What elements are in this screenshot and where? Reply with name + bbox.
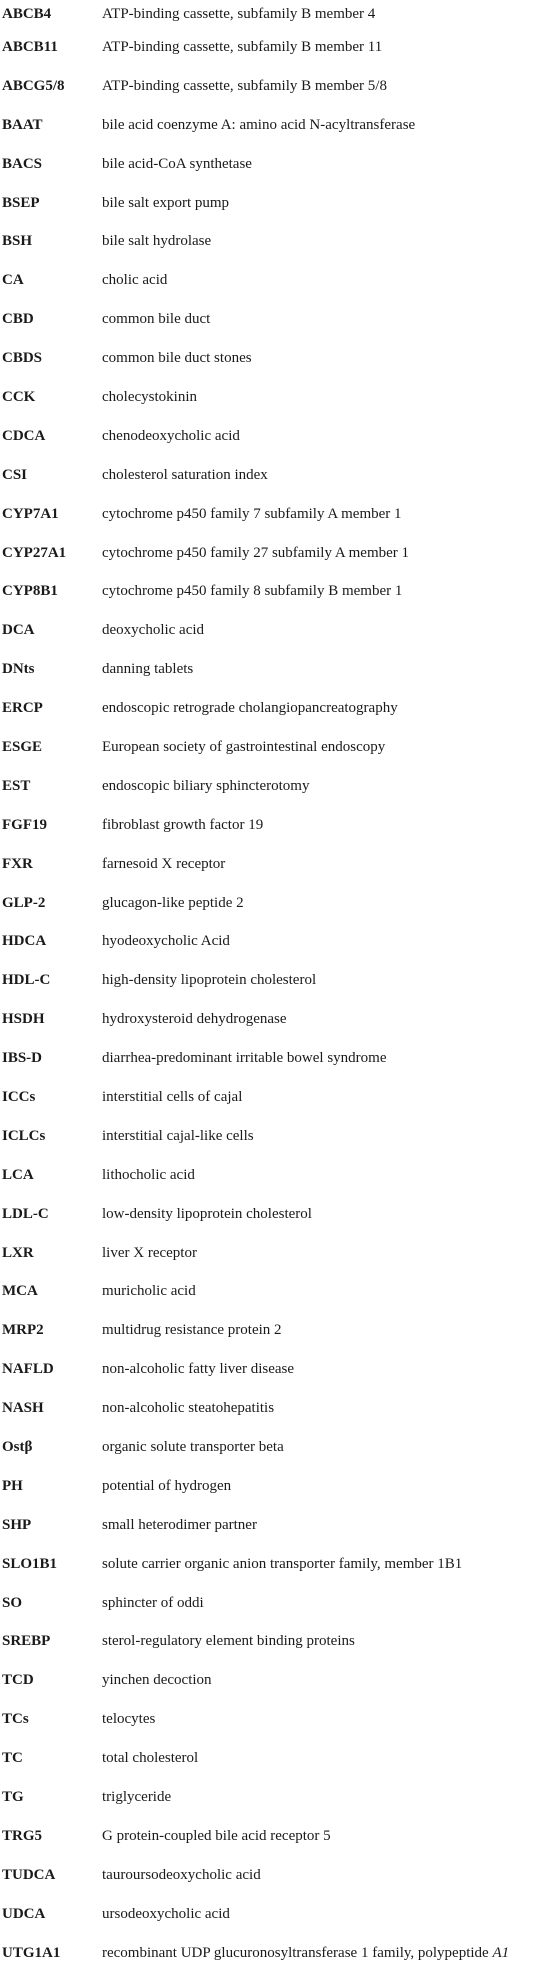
abbreviation-term: ERCP [2,700,43,717]
abbreviation-row [0,1311,558,1350]
abbreviation-definition-text: ATP-binding cassette, subfamily B member 4 [102,5,376,22]
abbreviation-definition [102,1206,558,1223]
abbreviation-term: ABCB4 [2,5,52,22]
abbreviation-definition-text: hydroxysteroid dehydrogenase [102,1011,287,1028]
abbreviation-definition-text: cholesterol saturation index [102,466,268,483]
abbreviation-row [0,650,558,689]
abbreviation-definition [102,233,558,250]
abbreviation-row [0,1039,558,1078]
abbreviation-definition [102,1906,558,1923]
abbreviation-term: LXR [2,1244,34,1261]
abbreviation-row [0,1428,558,1467]
abbreviation-definition-text: ATP-binding cassette, subfamily B member 5/8 [102,77,387,94]
abbreviation-definition-text: bile salt hydrolase [102,233,212,250]
abbreviation-term: DCA [2,622,35,639]
abbreviation-row [0,845,558,884]
abbreviation-definition-text: potential of hydrogen [102,1477,232,1494]
abbreviation-definition [102,661,558,678]
abbreviation-definition [102,311,558,328]
abbreviation-row [0,1350,558,1389]
abbreviation-row [0,767,558,806]
abbreviation-definition [102,467,558,484]
abbreviation-definition-text: telocytes [102,1711,156,1728]
abbreviation-row [0,1584,558,1623]
abbreviation-row [0,67,558,106]
abbreviation-term: ICLCs [2,1127,46,1144]
abbreviation-term: CSI [2,466,28,483]
abbreviation-row [0,1661,558,1700]
abbreviation-term: Ostβ [2,1439,33,1455]
abbreviation-term: IBS-D [2,1050,43,1067]
abbreviation-term: SHP [2,1516,32,1533]
abbreviation-definition-text: diarrhea-predominant irritable bowel syndrome [102,1050,387,1067]
abbreviation-row [0,1739,558,1778]
abbreviation-definition [102,1439,558,1456]
abbreviation-term: CCK [2,388,36,405]
abbreviation-definition-text: G protein-coupled bile acid receptor 5 [102,1827,331,1844]
abbreviation-row [0,1895,558,1934]
abbreviation-definition [102,389,558,406]
abbreviation-row [0,495,558,534]
abbreviation-definition [102,1283,558,1300]
abbreviation-definition [102,739,558,756]
abbreviation-term: FXR [2,855,33,872]
abbreviation-term: HDL-C [2,972,51,989]
abbreviation-row [0,1078,558,1117]
abbreviation-definition-text: interstitial cajal-like cells [102,1127,254,1144]
abbreviation-term: HSDH [2,1011,45,1028]
abbreviation-definition-text: ATP-binding cassette, subfamily B member 11 [102,38,383,55]
abbreviation-definition-text: muricholic acid [102,1283,196,1300]
abbreviation-row [0,184,558,223]
abbreviation-definition-text: tauroursodeoxycholic acid [102,1866,261,1883]
abbreviation-term: BACS [2,155,43,172]
abbreviation-definition-text: lithocholic acid [102,1166,195,1183]
abbreviation-term: TUDCA [2,1866,56,1883]
abbreviation-definition [102,1595,558,1612]
abbreviation-term: CYP8B1 [2,583,58,600]
abbreviation-term: PH [2,1477,23,1494]
abbreviation-term: CBD [2,311,34,328]
abbreviation-term: CYP7A1 [2,505,59,522]
abbreviation-definition [102,700,558,717]
abbreviation-definition-text: cytochrome p450 family 8 subfamily B member 1 [102,583,403,600]
abbreviation-definition-text: common bile duct stones [102,350,252,367]
abbreviation-term: CBDS [2,350,43,367]
abbreviation-definition-text: total cholesterol [102,1750,199,1767]
abbreviation-definition-text: bile salt export pump [102,194,230,211]
abbreviation-row [0,1545,558,1584]
abbreviation-definition [102,272,558,289]
abbreviation-term: EST [2,777,31,794]
abbreviation-definition [102,1711,558,1728]
abbreviation-definition-text: farnesoid X receptor [102,855,226,872]
abbreviation-definition [102,583,558,600]
abbreviation-definition-text: cytochrome p450 family 27 subfamily A member 1 [102,544,410,561]
abbreviation-definition [102,1633,558,1650]
abbreviation-row [0,222,558,261]
abbreviation-row [0,1778,558,1817]
abbreviation-term: ESGE [2,738,43,755]
abbreviation-definition-text: organic solute transporter beta [102,1439,284,1455]
abbreviation-row [0,1623,558,1662]
abbreviation-definition-text: non-alcoholic steatohepatitis [102,1400,275,1417]
abbreviation-definition [102,1945,558,1962]
abbreviation-term: SLO1B1 [2,1555,58,1572]
abbreviation-term: BSEP [2,194,40,211]
abbreviation-row [0,1156,558,1195]
abbreviation-term: NASH [2,1400,44,1417]
abbreviation-definition [102,1089,558,1106]
abbreviation-row [0,922,558,961]
abbreviation-definition-text: hyodeoxycholic Acid [102,933,230,950]
abbreviation-definition [102,156,558,173]
abbreviation-definition [102,1517,558,1534]
abbreviation-row [0,884,558,923]
abbreviation-row [0,1273,558,1312]
abbreviation-term: MCA [2,1283,38,1300]
abbreviation-definition [102,117,558,134]
abbreviation-row [0,0,558,28]
abbreviation-definition [102,545,558,562]
abbreviation-definition-text: ursodeoxycholic acid [102,1905,230,1922]
abbreviation-definition [102,6,558,23]
abbreviation-definition [102,506,558,523]
abbreviation-row [0,1195,558,1234]
abbreviation-definition [102,856,558,873]
abbreviation-term: BSH [2,233,33,250]
abbreviation-definition-text: fibroblast growth factor 19 [102,816,264,833]
abbreviation-row [0,417,558,456]
abbreviation-row [0,1000,558,1039]
abbreviation-definition-text: sphincter of oddi [102,1594,204,1611]
abbreviation-definition [102,1361,558,1378]
abbreviation-definition-text: triglyceride [102,1789,172,1806]
abbreviation-term: HDCA [2,933,47,950]
abbreviation-row [0,611,558,650]
abbreviation-definition [102,1828,558,1845]
abbreviation-definition [102,1050,558,1067]
abbreviation-row [0,339,558,378]
abbreviation-row [0,145,558,184]
abbreviation-definition [102,1400,558,1417]
abbreviation-term: SO [2,1594,23,1611]
abbreviation-definition [102,1167,558,1184]
abbreviation-term: TG [2,1789,24,1806]
abbreviation-row [0,728,558,767]
abbreviation-definition [102,895,558,912]
abbreviation-term: FGF19 [2,816,47,833]
abbreviation-term: TCD [2,1672,34,1689]
abbreviation-definition-text: liver X receptor [102,1244,197,1261]
abbreviation-definition-text: yinchen decoction [102,1672,212,1689]
abbreviation-definition-text: recombinant UDP glucuronosyltransferase 1 family, polypeptide [102,1944,489,1961]
abbreviation-definition-text: low-density lipoprotein cholesterol [102,1205,312,1222]
abbreviation-definition-text: cholecystokinin [102,388,197,405]
abbreviation-definition [102,1478,558,1495]
abbreviation-term: CA [2,272,24,289]
abbreviation-definition [102,817,558,834]
abbreviation-row [0,1234,558,1273]
abbreviation-definition [102,1867,558,1884]
abbreviation-row [0,1467,558,1506]
abbreviation-definition [102,428,558,445]
abbreviation-term: CDCA [2,427,46,444]
abbreviation-definition-italic: A1 [492,1944,510,1961]
abbreviation-definition [102,1245,558,1262]
abbreviation-definition [102,78,558,95]
abbreviation-term: CYP27A1 [2,544,67,561]
abbreviation-term: TRG5 [2,1827,43,1844]
abbreviation-term: ICCs [2,1088,36,1105]
abbreviation-definition-text: common bile duct [102,311,211,328]
abbreviation-definition-text: chenodeoxycholic acid [102,427,240,444]
abbreviation-definition [102,1322,558,1339]
abbreviation-term: UTG1A1 [2,1944,61,1961]
abbreviation-definition-text: sterol-regulatory element binding proteins [102,1633,355,1650]
abbreviation-term: TCs [2,1711,29,1728]
abbreviation-definition-text: cytochrome p450 family 7 subfamily A member 1 [102,505,402,522]
abbreviation-row [0,961,558,1000]
abbreviation-row [0,1817,558,1856]
abbreviation-definition [102,778,558,795]
abbreviation-term: ABCG5/8 [2,77,65,94]
abbreviation-definition-text: non-alcoholic fatty liver disease [102,1361,295,1378]
abbreviation-row [0,300,558,339]
abbreviation-definition-text: bile acid-CoA synthetase [102,155,252,172]
abbreviation-row [0,1389,558,1428]
abbreviation-definition [102,972,558,989]
abbreviation-row [0,1700,558,1739]
abbreviation-term: BAAT [2,116,43,133]
abbreviation-definition-text: interstitial cells of cajal [102,1088,243,1105]
abbreviation-term: TC [2,1750,23,1767]
abbreviation-definition [102,39,558,56]
abbreviation-definition-text: cholic acid [102,272,168,289]
abbreviation-term: DNts [2,661,35,678]
abbreviation-definition [102,1556,558,1573]
abbreviation-definition [102,1672,558,1689]
abbreviation-definition-text: small heterodimer partner [102,1516,257,1533]
abbreviation-definition [102,933,558,950]
abbreviation-definition-text: deoxycholic acid [102,622,205,639]
abbreviation-row [0,572,558,611]
abbreviation-definition [102,1789,558,1806]
abbreviation-row [0,689,558,728]
abbreviation-definition-text: endoscopic retrograde cholangiopancreatography [102,700,398,717]
abbreviation-row [0,534,558,573]
abbreviation-definition-text: solute carrier organic anion transporter family, member 1B1 [102,1555,463,1572]
abbreviation-term: LCA [2,1166,34,1183]
abbreviation-definition-text: bile acid coenzyme A: amino acid N-acyltransferase [102,116,416,133]
abbreviation-term: LDL-C [2,1205,49,1222]
abbreviation-row [0,261,558,300]
abbreviation-term: GLP-2 [2,894,46,911]
abbreviation-row [0,456,558,495]
abbreviation-definition-text: European society of gastrointestinal endoscopy [102,738,386,755]
abbreviation-definition-text: high-density lipoprotein cholesterol [102,972,317,989]
abbreviation-row [0,1856,558,1895]
abbreviation-definition [102,622,558,639]
abbreviation-definition-text: glucagon-like peptide 2 [102,894,244,911]
abbreviation-definition [102,1011,558,1028]
abbreviation-term: MRP2 [2,1322,44,1339]
abbreviation-term: UDCA [2,1905,46,1922]
abbreviation-row [0,1506,558,1545]
abbreviation-definition-text: endoscopic biliary sphincterotomy [102,777,310,794]
abbreviation-definition [102,195,558,212]
abbreviation-definition [102,1128,558,1145]
abbreviation-term: NAFLD [2,1361,54,1378]
abbreviation-row [0,28,558,67]
abbreviation-row [0,1117,558,1156]
abbreviation-term: SREBP [2,1633,51,1650]
abbreviation-row [0,1934,558,1973]
abbreviation-definition-text: multidrug resistance protein 2 [102,1322,282,1339]
abbreviation-row [0,378,558,417]
abbreviation-definition [102,1750,558,1767]
abbreviation-definition [102,350,558,367]
abbreviation-definition-text: danning tablets [102,661,194,678]
abbreviation-term: ABCB11 [2,38,58,55]
abbreviation-row [0,106,558,145]
abbreviation-row [0,806,558,845]
